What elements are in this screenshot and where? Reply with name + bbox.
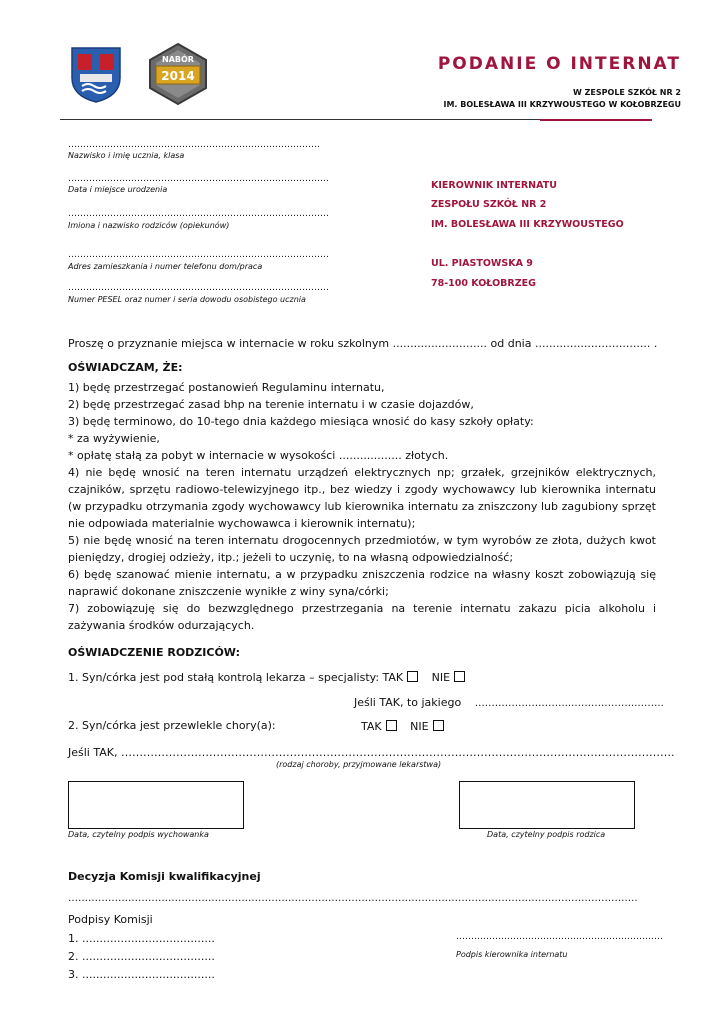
- declaration-item: 3) będę terminowo, do 10-tego dnia każdego miesiąca wnosić do kasy szkoły opłaty:: [68, 415, 534, 428]
- committee-signature[interactable]: 3. ......................................: [68, 968, 215, 981]
- question-1-text: 1. Syn/córka jest pod stałą kontrolą lekarza – specjalisty: TAK: [68, 671, 404, 684]
- student-signature-box[interactable]: [68, 781, 244, 829]
- parent-signature-label: Data, czytelny podpis rodzica: [487, 830, 606, 839]
- field-dots[interactable]: …………………………………………………………………………: [68, 140, 320, 150]
- field-label: Numer PESEL oraz numer i seria dowodu osobistego ucznia: [68, 295, 306, 304]
- followup-label: Jeśli TAK, to jakiego: [354, 696, 462, 709]
- question-2-hint: (rodzaj choroby, przyjmowane lekarstwa): [276, 760, 442, 769]
- decision-dots[interactable]: ……………………………………………………………………………………………………………………………….……………………..: [68, 893, 638, 904]
- request-line: Proszę o przyznanie miejsca w internacie w roku szkolnym ........................... od dnia ................................. .: [68, 337, 658, 350]
- nie-checkbox[interactable]: [454, 671, 465, 682]
- header-divider-accent: [540, 119, 652, 121]
- recipient-line: 78-100 KOŁOBRZEG: [431, 278, 536, 289]
- field-dots[interactable]: ……………………………………………………………………………: [68, 209, 329, 219]
- question-2-options: [361, 720, 444, 732]
- tak-label: TAK: [361, 720, 382, 733]
- declaration-item: * opłatę stałą za pobyt w internacie w wysokości .................. złotych.: [68, 449, 449, 462]
- declaration-item: 6) będę szanować mienie internatu, a w przypadku zniszczenia rodzice na własny koszt zobowiązują się naprawić dokonane zniszczenie wynikłe z winy syna/córki;: [68, 568, 656, 598]
- field-label: Adres zamieszkania i numer telefonu dom/praca: [68, 262, 263, 271]
- recipient-line: UL. PIASTOWSKA 9: [431, 258, 533, 269]
- recipient-line: KIEROWNIK INTERNATU: [431, 180, 557, 191]
- field-dots[interactable]: ……………………………………………………………………………: [68, 283, 329, 293]
- school-line-1: W ZESPOLE SZKÓŁ NR 2: [573, 88, 681, 97]
- question-1: [68, 671, 465, 683]
- parents-heading: OŚWIADCZENIE RODZICÓW:: [68, 646, 240, 659]
- field-label: Data i miejsce urodzenia: [68, 185, 168, 194]
- declaration-item: 1) będę przestrzegać postanowień Regulaminu internatu,: [68, 381, 385, 394]
- field-dots[interactable]: ……………………………………………………………………………: [68, 250, 329, 260]
- page-title: PODANIE O INTERNAT: [437, 54, 681, 74]
- parent-signature-box[interactable]: [459, 781, 635, 829]
- declarations-list: [68, 379, 656, 634]
- student-signature-label: Data, czytelny podpis wychowanka: [68, 830, 209, 839]
- field-label: Nazwisko i imię ucznia, klasa: [68, 151, 185, 160]
- declaration-item: 2) będę przestrzegać zasad bhp na terenie internatu i w czasie dojazdów,: [68, 398, 474, 411]
- committee-signature[interactable]: 1. ......................................: [68, 932, 215, 945]
- question-1-followup: [354, 697, 664, 709]
- tak-checkbox[interactable]: [386, 720, 397, 731]
- badge-year-text: 2014: [161, 69, 195, 83]
- tak-checkbox[interactable]: [407, 671, 418, 682]
- declaration-item: 5) nie będę wnosić na teren internatu drogocennych przedmiotów, w tym wyrobów ze złota, dużych kwot pieniędzy, drogiej odzieży, itp.; jeżeli to uczynię, to na własną odpowiedzialność;: [68, 534, 656, 564]
- nabor-2014-badge: [146, 42, 210, 106]
- followup-dots[interactable]: ………………………..………………..……..: [474, 698, 664, 709]
- declaration-item: * za wyżywienie,: [68, 432, 160, 445]
- nie-label: NIE: [410, 720, 429, 733]
- header-divider: [60, 119, 542, 120]
- recipient-line: IM. BOLESŁAWA III KRZYWOUSTEGO: [431, 219, 624, 230]
- question-2-followup[interactable]: Jeśli TAK, …………………………………………………………………………………………………………………………………….: [68, 746, 675, 759]
- committee-label: Podpisy Komisji: [68, 913, 153, 926]
- recipient-line: ZESPOŁU SZKÓŁ NR 2: [431, 199, 547, 210]
- question-2-text: 2. Syn/córka jest przewlekle chory(a):: [68, 719, 276, 732]
- city-crest-logo: [68, 44, 124, 104]
- field-label: Imiona i nazwisko rodziców (opiekunów): [68, 221, 230, 230]
- badge-top-text: NABÓR: [162, 55, 194, 64]
- nie-checkbox[interactable]: [433, 720, 444, 731]
- school-line-2: IM. BOLESŁAWA III KRZYWOUSTEGO W KOŁOBRZEGU: [443, 100, 681, 109]
- field-dots[interactable]: ……………………………………………………………………………: [68, 174, 329, 184]
- manager-signature-label: Podpis kierownika internatu: [456, 950, 568, 959]
- declaration-heading: OŚWIADCZAM, ŻE:: [68, 361, 183, 374]
- committee-signature[interactable]: 2. ......................................: [68, 950, 215, 963]
- declaration-item: 7) zobowiązuję się do bezwzględnego przestrzegania na terenie internatu zakazu picia alkoholu i zażywania środków odurzających.: [68, 602, 656, 632]
- nie-label: NIE: [431, 671, 451, 684]
- decision-heading: Decyzja Komisji kwalifikacyjnej: [68, 870, 261, 883]
- declaration-item: 4) nie będę wnosić na teren internatu urządzeń elektrycznych np; grzałek, grzejników elektrycznych, czajników, sprzętu radiowo-telewizyjnego itp., bez wiedzy i zgody wychowawcy lub kierownika internatu (w przypadku otrzymania zgody wychowawcy lub kierownika internatu za zniszczony lub zagubiony sprzęt nie odpowiada materialnie wychowawca i kierownik internatu);: [68, 466, 656, 530]
- manager-signature-dots[interactable]: ……………………………………………………………: [456, 932, 663, 942]
